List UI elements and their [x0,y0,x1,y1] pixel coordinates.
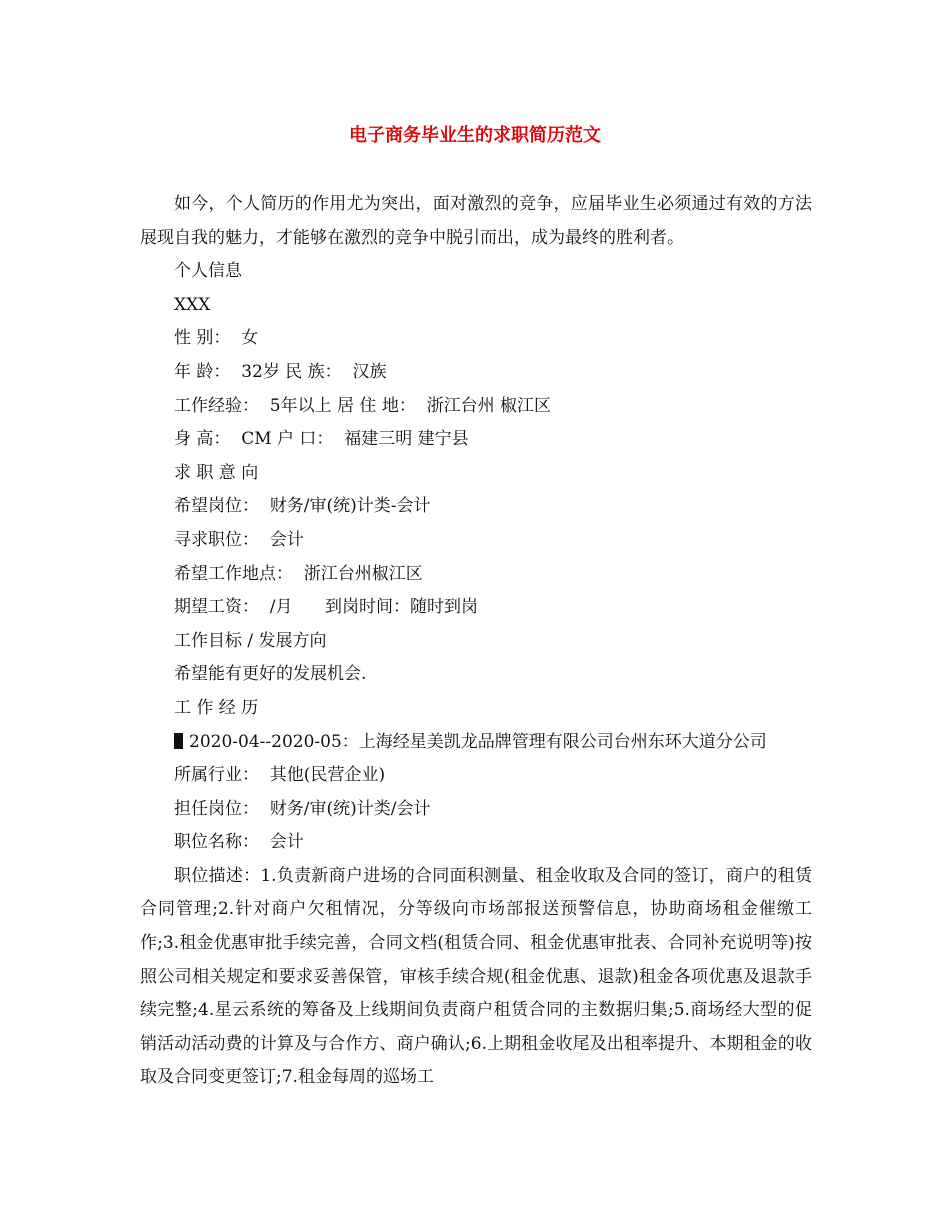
position-held-line: 担任岗位： 财务/审(统)计类/会计 [174,798,431,819]
name-line: XXX [174,294,211,315]
personal-info-heading: 个人信息 [174,261,242,282]
desired-position-line: 希望岗位： 财务/审(统)计类-会计 [174,496,431,517]
gender-line: 性 别： 女 [174,328,259,349]
sought-position-line: 寻求职位： 会计 [174,529,304,550]
document-title: 电子商务毕业生的求职简历范文 [349,125,601,146]
height-hukou-line: 身 高： CM 户 口： 福建三明 建宁县 [174,429,469,450]
job-title-line: 职位名称： 会计 [174,832,304,853]
document-body [140,188,812,1095]
age-ethnicity-line: 年 龄： 32岁 民 族： 汉族 [174,361,387,382]
industry-line: 所属行业： 其他(民营企业) [174,765,386,786]
job-intention-heading: 求 职 意 向 [174,462,259,483]
expected-salary-line: 期望工资： /月 到岗时间：随时到岗 [174,597,478,618]
desired-location-line: 希望工作地点： 浙江台州椒江区 [174,563,423,584]
job1-header-line [140,726,812,760]
job1-header-text: 2020-04--2020-05：上海经星美凯龙品牌管理有限公司台州东环大道分公司 [189,731,767,752]
goal-heading: 工作目标 / 发展方向 [174,630,327,651]
experience-residence-line: 工作经验： 5年以上 居 住 地： 浙江台州 椒江区 [174,395,552,416]
job-description-paragraph: 职位描述：1.负责新商户进场的合同面积测量、租金收取及合同的签订，商户的租赁合同管理;2.针对商户欠租情况，分等级向市场部报送预警信息，协助商场租金催缴工作;3.租金优惠审批手续完善，合同文档(租赁合同、租金优惠审批表、合同补充说明等)按照公司相关规定和要求妥善保管，审核手续合规(租金优惠、退款)租金各项优惠及退款手续完整;4.星云系统的筹备及上线期间负责商户租赁合同的主数据归集;5.商场经大型的促销活动活动费的计算及与合作方、商户确认;6.上期租金收尾及出租率提升、本期租金的收取及合同变更签订;7.租金每周的巡场工 [140,865,812,1088]
work-history-heading: 工 作 经 历 [174,697,259,718]
intro-paragraph: 如今，个人简历的作用尤为突出，面对激烈的竞争，应届毕业生必须通过有效的方法展现自我的魅力，才能够在激烈的竞争中脱引而出，成为最终的胜利者。 [140,194,812,248]
bullet-block-icon [174,733,183,749]
goal-text: 希望能有更好的发展机会. [174,664,367,685]
